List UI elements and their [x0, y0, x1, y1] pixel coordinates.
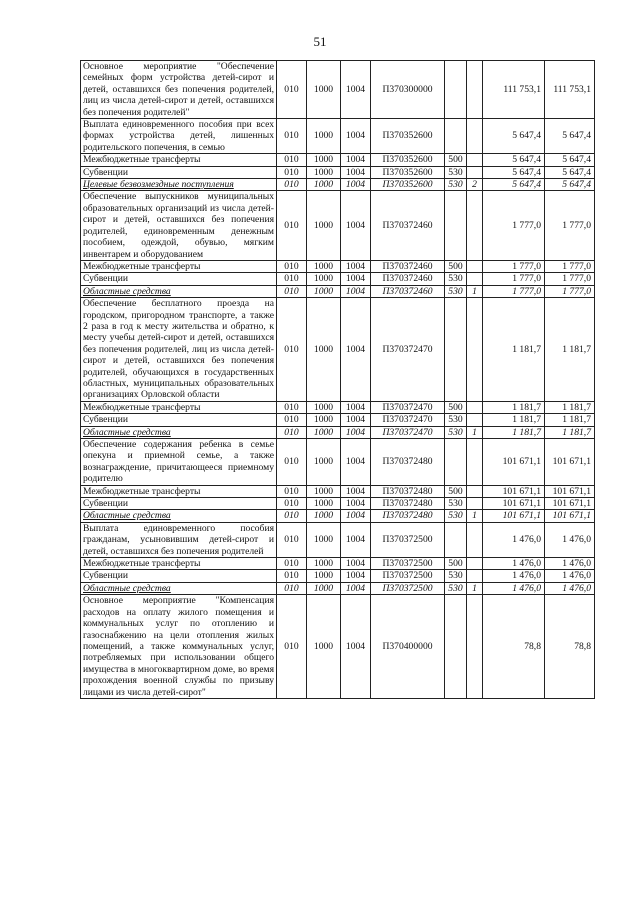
section-code: 1000: [307, 485, 341, 497]
amount-1: 1 777,0: [483, 260, 545, 272]
funding-source-code: [467, 166, 483, 178]
funding-source-code: [467, 260, 483, 272]
ministry-code: 010: [277, 191, 307, 260]
table-row: [81, 285, 595, 297]
expense-type-code: [445, 595, 467, 699]
funding-source-code: [467, 414, 483, 426]
table-row: [81, 510, 595, 522]
row-name: Областные средства: [81, 510, 277, 522]
expense-type-code: 530: [445, 179, 467, 191]
funding-source-code: [467, 485, 483, 497]
target-article-code: П370400000: [371, 595, 445, 699]
ministry-code: 010: [277, 582, 307, 594]
row-name: Выплата единовременного пособия гражданам, усыновившим детей-сирот и детей, оставшихся без попечения родителей: [81, 522, 277, 557]
expense-type-code: 530: [445, 414, 467, 426]
section-code: 1000: [307, 439, 341, 486]
expense-type-code: [445, 522, 467, 557]
amount-1: 101 671,1: [483, 439, 545, 486]
target-article-code: П370372460: [371, 273, 445, 285]
amount-1: 1 181,7: [483, 298, 545, 402]
section-code: 1000: [307, 166, 341, 178]
section-code: 1000: [307, 119, 341, 154]
amount-1: 5 647,4: [483, 154, 545, 166]
ministry-code: 010: [277, 498, 307, 510]
ministry-code: 010: [277, 61, 307, 119]
funding-source-code: [467, 401, 483, 413]
amount-2: 101 671,1: [545, 510, 595, 522]
row-name: Областные средства: [81, 426, 277, 438]
section-code: 1000: [307, 582, 341, 594]
funding-source-code: [467, 61, 483, 119]
subsection-code: 1004: [341, 298, 371, 402]
target-article-code: П370352600: [371, 119, 445, 154]
row-name: Межбюджетные трансферты: [81, 485, 277, 497]
amount-2: 1 476,0: [545, 558, 595, 570]
table-row: [81, 273, 595, 285]
row-name: Субвенции: [81, 570, 277, 582]
amount-1: 1 476,0: [483, 522, 545, 557]
amount-2: 101 671,1: [545, 485, 595, 497]
table-row: [81, 582, 595, 594]
ministry-code: 010: [277, 426, 307, 438]
subsection-code: 1004: [341, 273, 371, 285]
subsection-code: 1004: [341, 595, 371, 699]
target-article-code: П370372480: [371, 498, 445, 510]
section-code: 1000: [307, 498, 341, 510]
subsection-code: 1004: [341, 154, 371, 166]
ministry-code: 010: [277, 522, 307, 557]
ministry-code: 010: [277, 439, 307, 486]
expense-type-code: 530: [445, 510, 467, 522]
row-name: Обеспечение бесплатного проезда на городском, пригородном транспорте, а также 2 раза в год к месту жительства и обратно, к месту учебы детей-сирот и детей, оставшихся без попечения родителей, лиц из числа детей-сирот и детей, оставшихся без попечения родителей, обучающихся в государственных областных, муниципальных образовательных организациях Орловской области: [81, 298, 277, 402]
target-article-code: П370372480: [371, 510, 445, 522]
target-article-code: П370372500: [371, 582, 445, 594]
table-row: [81, 179, 595, 191]
funding-source-code: [467, 154, 483, 166]
funding-source-code: [467, 273, 483, 285]
ministry-code: 010: [277, 179, 307, 191]
ministry-code: 010: [277, 401, 307, 413]
row-name: Обеспечение содержания ребенка в семье опекуна и приемной семье, а также вознаграждение, причитающееся приемному родителю: [81, 439, 277, 486]
amount-1: 101 671,1: [483, 498, 545, 510]
expense-type-code: 500: [445, 154, 467, 166]
subsection-code: 1004: [341, 558, 371, 570]
section-code: 1000: [307, 154, 341, 166]
section-code: 1000: [307, 570, 341, 582]
target-article-code: П370372470: [371, 426, 445, 438]
row-name: Областные средства: [81, 285, 277, 297]
section-code: 1000: [307, 191, 341, 260]
expense-type-code: 500: [445, 485, 467, 497]
row-name: Областные средства: [81, 582, 277, 594]
section-code: 1000: [307, 298, 341, 402]
subsection-code: 1004: [341, 191, 371, 260]
amount-2: 1 476,0: [545, 522, 595, 557]
subsection-code: 1004: [341, 510, 371, 522]
amount-2: 1 181,7: [545, 414, 595, 426]
table-row: [81, 570, 595, 582]
amount-1: 101 671,1: [483, 510, 545, 522]
target-article-code: П370372470: [371, 401, 445, 413]
amount-2: 1 777,0: [545, 191, 595, 260]
subsection-code: 1004: [341, 179, 371, 191]
expense-type-code: 500: [445, 401, 467, 413]
target-article-code: П370372480: [371, 485, 445, 497]
subsection-code: 1004: [341, 119, 371, 154]
target-article-code: П370300000: [371, 61, 445, 119]
funding-source-code: 1: [467, 285, 483, 297]
amount-1: 1 777,0: [483, 273, 545, 285]
table-row: [81, 558, 595, 570]
expense-type-code: 500: [445, 558, 467, 570]
row-name: Субвенции: [81, 273, 277, 285]
page-number: 51: [313, 34, 327, 49]
amount-1: 5 647,4: [483, 119, 545, 154]
table-row: [81, 595, 595, 699]
section-code: 1000: [307, 260, 341, 272]
subsection-code: 1004: [341, 61, 371, 119]
row-name: Обеспечение выпускников муниципальных образовательных организаций из числа детей-сирот и детей, оставшихся без попечения родителей, единовременным денежным пособием, одеждой, обувью, мягким инвентарем и оборудованием: [81, 191, 277, 260]
expense-type-code: [445, 191, 467, 260]
funding-source-code: [467, 119, 483, 154]
row-name: Основное мероприятие "Обеспечение семейных форм устройства детей-сирот и детей, оставшихся без попечения родителей, лиц из числа детей-сирот и детей, оставшихся без попечения родителей": [81, 61, 277, 119]
row-name: Межбюджетные трансферты: [81, 154, 277, 166]
subsection-code: 1004: [341, 485, 371, 497]
target-article-code: П370352600: [371, 166, 445, 178]
row-name: Субвенции: [81, 414, 277, 426]
table-row: [81, 191, 595, 260]
subsection-code: 1004: [341, 522, 371, 557]
section-code: 1000: [307, 558, 341, 570]
amount-2: 78,8: [545, 595, 595, 699]
expense-type-code: 530: [445, 166, 467, 178]
table-row: [81, 61, 595, 119]
subsection-code: 1004: [341, 426, 371, 438]
expense-type-code: 530: [445, 570, 467, 582]
expense-type-code: 530: [445, 273, 467, 285]
amount-2: 1 777,0: [545, 260, 595, 272]
table-row: [81, 439, 595, 486]
ministry-code: 010: [277, 273, 307, 285]
section-code: 1000: [307, 273, 341, 285]
subsection-code: 1004: [341, 570, 371, 582]
subsection-code: 1004: [341, 439, 371, 486]
row-name: Субвенции: [81, 498, 277, 510]
ministry-code: 010: [277, 285, 307, 297]
ministry-code: 010: [277, 154, 307, 166]
amount-2: 1 476,0: [545, 582, 595, 594]
subsection-code: 1004: [341, 498, 371, 510]
table-row: [81, 298, 595, 402]
section-code: 1000: [307, 179, 341, 191]
amount-1: 5 647,4: [483, 166, 545, 178]
funding-source-code: [467, 191, 483, 260]
amount-1: 1 476,0: [483, 582, 545, 594]
amount-2: 1 777,0: [545, 273, 595, 285]
table-row: [81, 119, 595, 154]
amount-1: 1 181,7: [483, 401, 545, 413]
amount-1: 1 476,0: [483, 570, 545, 582]
amount-1: 1 181,7: [483, 426, 545, 438]
ministry-code: 010: [277, 119, 307, 154]
funding-source-code: 1: [467, 426, 483, 438]
amount-2: 5 647,4: [545, 119, 595, 154]
ministry-code: 010: [277, 570, 307, 582]
table-row: [81, 401, 595, 413]
section-code: 1000: [307, 595, 341, 699]
ministry-code: 010: [277, 595, 307, 699]
row-name: Межбюджетные трансферты: [81, 260, 277, 272]
expense-type-code: [445, 439, 467, 486]
section-code: 1000: [307, 414, 341, 426]
section-code: 1000: [307, 510, 341, 522]
subsection-code: 1004: [341, 582, 371, 594]
expense-type-code: 500: [445, 260, 467, 272]
table-body: [81, 61, 595, 699]
table-row: [81, 522, 595, 557]
section-code: 1000: [307, 401, 341, 413]
expense-type-code: [445, 119, 467, 154]
amount-2: 1 181,7: [545, 401, 595, 413]
funding-source-code: [467, 558, 483, 570]
amount-2: 111 753,1: [545, 61, 595, 119]
section-code: 1000: [307, 426, 341, 438]
subsection-code: 1004: [341, 166, 371, 178]
funding-source-code: [467, 595, 483, 699]
ministry-code: 010: [277, 485, 307, 497]
amount-2: 1 476,0: [545, 570, 595, 582]
expense-type-code: 530: [445, 285, 467, 297]
row-name: Межбюджетные трансферты: [81, 558, 277, 570]
section-code: 1000: [307, 285, 341, 297]
row-name: Основное мероприятие "Компенсация расходов на оплату жилого помещения и коммунальных услуг по отоплению и газоснабжению на цели отопления жилых помещений, а также коммунальных услуг, потребляемых при использовании общего имущества в многоквартирном доме, во время прохождения военной службы по призыву лицами из числа детей-сирот": [81, 595, 277, 699]
subsection-code: 1004: [341, 401, 371, 413]
amount-2: 1 777,0: [545, 285, 595, 297]
target-article-code: П370372500: [371, 570, 445, 582]
funding-source-code: [467, 498, 483, 510]
target-article-code: П370372500: [371, 522, 445, 557]
row-name: Субвенции: [81, 166, 277, 178]
table-row: [81, 154, 595, 166]
subsection-code: 1004: [341, 260, 371, 272]
amount-1: 101 671,1: [483, 485, 545, 497]
section-code: 1000: [307, 61, 341, 119]
ministry-code: 010: [277, 510, 307, 522]
funding-source-code: [467, 522, 483, 557]
target-article-code: П370372460: [371, 191, 445, 260]
funding-source-code: 2: [467, 179, 483, 191]
amount-2: 5 647,4: [545, 154, 595, 166]
ministry-code: 010: [277, 260, 307, 272]
expense-type-code: 530: [445, 426, 467, 438]
funding-source-code: [467, 298, 483, 402]
subsection-code: 1004: [341, 285, 371, 297]
amount-1: 1 777,0: [483, 285, 545, 297]
funding-source-code: 1: [467, 582, 483, 594]
amount-2: 5 647,4: [545, 166, 595, 178]
ministry-code: 010: [277, 558, 307, 570]
ministry-code: 010: [277, 414, 307, 426]
amount-2: 101 671,1: [545, 498, 595, 510]
expense-type-code: 530: [445, 582, 467, 594]
amount-1: 1 476,0: [483, 558, 545, 570]
amount-2: 5 647,4: [545, 179, 595, 191]
amount-2: 1 181,7: [545, 426, 595, 438]
table-row: [81, 414, 595, 426]
table-row: [81, 498, 595, 510]
table-row: [81, 166, 595, 178]
target-article-code: П370372460: [371, 285, 445, 297]
expense-type-code: [445, 298, 467, 402]
amount-1: 5 647,4: [483, 179, 545, 191]
amount-1: 1 181,7: [483, 414, 545, 426]
target-article-code: П370352600: [371, 154, 445, 166]
ministry-code: 010: [277, 298, 307, 402]
row-name: Выплата единовременного пособия при всех формах устройства детей, лишенных родительского попечения, в семью: [81, 119, 277, 154]
amount-2: 1 181,7: [545, 298, 595, 402]
amount-1: 1 777,0: [483, 191, 545, 260]
expense-type-code: 530: [445, 498, 467, 510]
table-row: [81, 426, 595, 438]
funding-source-code: [467, 439, 483, 486]
target-article-code: П370372480: [371, 439, 445, 486]
row-name: Межбюджетные трансферты: [81, 401, 277, 413]
ministry-code: 010: [277, 166, 307, 178]
amount-2: 101 671,1: [545, 439, 595, 486]
target-article-code: П370372470: [371, 414, 445, 426]
target-article-code: П370372500: [371, 558, 445, 570]
subsection-code: 1004: [341, 414, 371, 426]
table-row: [81, 260, 595, 272]
target-article-code: П370372460: [371, 260, 445, 272]
target-article-code: П370352600: [371, 179, 445, 191]
budget-table: [80, 60, 595, 699]
row-name: Целевые безвозмездные поступления: [81, 179, 277, 191]
funding-source-code: [467, 570, 483, 582]
section-code: 1000: [307, 522, 341, 557]
amount-1: 78,8: [483, 595, 545, 699]
funding-source-code: 1: [467, 510, 483, 522]
table-row: [81, 485, 595, 497]
target-article-code: П370372470: [371, 298, 445, 402]
expense-type-code: [445, 61, 467, 119]
amount-1: 111 753,1: [483, 61, 545, 119]
